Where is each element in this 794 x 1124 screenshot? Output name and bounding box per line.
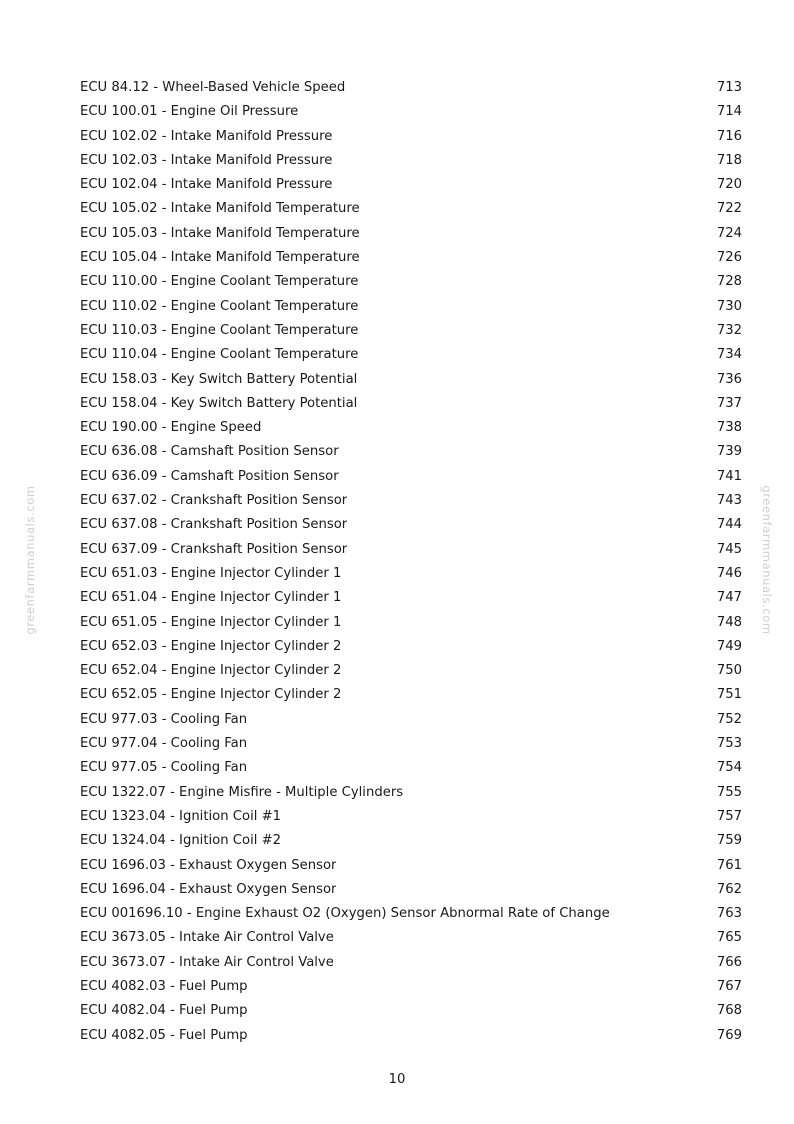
toc-entry[interactable] [80,149,742,173]
toc-entry-page: 714 [716,104,742,120]
toc-entry-page: 753 [716,736,742,752]
toc-entry-title: ECU 158.04 - Key Switch Battery Potential [80,395,358,411]
toc-entry-page: 744 [716,517,742,533]
toc-entry-page: 763 [716,906,742,922]
toc-entry[interactable] [80,683,742,707]
toc-entry-page: 755 [716,784,742,800]
toc-entry-page: 726 [716,250,742,266]
toc-entry-page: 720 [716,177,742,193]
toc-entry-title: ECU 110.04 - Engine Coolant Temperature [80,347,359,363]
toc-entry-title: ECU 652.04 - Engine Injector Cylinder 2 [80,663,342,679]
toc-entry-page: 739 [716,444,742,460]
toc-entry-page: 722 [716,201,742,217]
toc-entry[interactable] [80,878,742,902]
toc-entry-page: 765 [716,930,742,946]
table-of-contents [80,76,742,1048]
toc-entry[interactable] [80,854,742,878]
toc-entry-page: 746 [716,565,742,581]
toc-entry[interactable] [80,732,742,756]
toc-entry[interactable] [80,781,742,805]
toc-entry-page: 724 [716,225,742,241]
toc-entry-title: ECU 977.05 - Cooling Fan [80,760,248,776]
toc-entry-title: ECU 637.09 - Crankshaft Position Sensor [80,541,348,557]
toc-entry-page: 754 [716,760,742,776]
toc-entry-title: ECU 636.08 - Camshaft Position Sensor [80,444,339,460]
toc-entry[interactable] [80,708,742,732]
toc-entry[interactable] [80,319,742,343]
toc-entry[interactable] [80,100,742,124]
toc-entry-title: ECU 001696.10 - Engine Exhaust O2 (Oxygen) Sensor Abnormal Rate of Change [80,906,610,922]
toc-entry[interactable] [80,586,742,610]
page-number: 10 [388,1072,406,1087]
toc-entry[interactable] [80,222,742,246]
toc-entry-title: ECU 977.03 - Cooling Fan [80,711,248,727]
toc-entry-title: ECU 637.02 - Crankshaft Position Sensor [80,493,348,509]
toc-entry[interactable] [80,489,742,513]
toc-entry[interactable] [80,173,742,197]
toc-entry-page: 730 [716,298,742,314]
toc-entry-title: ECU 1323.04 - Ignition Coil #1 [80,808,282,824]
toc-entry[interactable] [80,513,742,537]
toc-entry[interactable] [80,197,742,221]
toc-entry[interactable] [80,538,742,562]
toc-entry-title: ECU 110.03 - Engine Coolant Temperature [80,322,359,338]
toc-entry[interactable] [80,343,742,367]
toc-entry-page: 751 [716,687,742,703]
toc-entry-page: 766 [716,954,742,970]
toc-entry-page: 769 [716,1027,742,1043]
toc-entry-page: 716 [716,128,742,144]
toc-entry-page: 761 [716,857,742,873]
toc-entry-page: 738 [716,420,742,436]
toc-entry[interactable] [80,999,742,1023]
toc-entry[interactable] [80,295,742,319]
toc-entry-page: 752 [716,711,742,727]
toc-entry-title: ECU 105.04 - Intake Manifold Temperature [80,250,360,266]
watermark-right: greenfarmmanuals.com [760,485,774,635]
toc-entry-page: 748 [716,614,742,630]
toc-entry-page: 762 [716,881,742,897]
toc-entry-title: ECU 1324.04 - Ignition Coil #2 [80,833,282,849]
toc-entry-title: ECU 652.03 - Engine Injector Cylinder 2 [80,638,342,654]
toc-entry-title: ECU 105.03 - Intake Manifold Temperature [80,225,360,241]
toc-entry[interactable] [80,611,742,635]
toc-entry-title: ECU 158.03 - Key Switch Battery Potential [80,371,358,387]
toc-entry-title: ECU 977.04 - Cooling Fan [80,736,248,752]
toc-entry[interactable] [80,829,742,853]
toc-entry[interactable] [80,1024,742,1048]
toc-entry[interactable] [80,805,742,829]
toc-entry[interactable] [80,926,742,950]
toc-entry-page: 750 [716,663,742,679]
toc-entry-page: 749 [716,638,742,654]
toc-entry[interactable] [80,975,742,999]
toc-entry-title: ECU 190.00 - Engine Speed [80,420,262,436]
toc-entry-page: 741 [716,468,742,484]
toc-entry-page: 768 [716,1003,742,1019]
toc-entry-title: ECU 110.00 - Engine Coolant Temperature [80,274,359,290]
toc-entry-title: ECU 636.09 - Camshaft Position Sensor [80,468,339,484]
toc-entry-page: 736 [716,371,742,387]
toc-entry-page: 743 [716,493,742,509]
toc-entry-page: 745 [716,541,742,557]
toc-entry-title: ECU 105.02 - Intake Manifold Temperature [80,201,360,217]
toc-entry[interactable] [80,562,742,586]
toc-entry-title: ECU 110.02 - Engine Coolant Temperature [80,298,359,314]
toc-entry-title: ECU 4082.04 - Fuel Pump [80,1003,248,1019]
toc-entry-page: 734 [716,347,742,363]
toc-entry-title: ECU 100.01 - Engine Oil Pressure [80,104,299,120]
toc-entry-page: 737 [716,395,742,411]
toc-entry[interactable] [80,76,742,100]
toc-entry-page: 757 [716,808,742,824]
toc-entry-title: ECU 4082.03 - Fuel Pump [80,978,248,994]
toc-entry-page: 759 [716,833,742,849]
toc-entry[interactable] [80,416,742,440]
toc-entry[interactable] [80,392,742,416]
toc-entry[interactable] [80,635,742,659]
toc-entry[interactable] [80,465,742,489]
toc-entry-title: ECU 84.12 - Wheel-Based Vehicle Speed [80,80,346,95]
toc-entry-title: ECU 651.03 - Engine Injector Cylinder 1 [80,565,342,581]
toc-entry-title: ECU 4082.05 - Fuel Pump [80,1027,248,1043]
toc-entry-title: ECU 3673.05 - Intake Air Control Valve [80,930,334,946]
toc-entry[interactable] [80,756,742,780]
toc-entry-title: ECU 651.05 - Engine Injector Cylinder 1 [80,614,342,630]
toc-entry-page: 713 [716,80,742,95]
toc-entry[interactable] [80,125,742,149]
toc-entry-title: ECU 102.03 - Intake Manifold Pressure [80,152,333,168]
toc-entry-page: 728 [716,274,742,290]
toc-entry-title: ECU 1696.03 - Exhaust Oxygen Sensor [80,857,337,873]
toc-entry-title: ECU 1322.07 - Engine Misfire - Multiple Cylinders [80,784,404,800]
toc-entry-page: 732 [716,322,742,338]
toc-entry[interactable] [80,368,742,392]
toc-entry[interactable] [80,440,742,464]
toc-entry-title: ECU 637.08 - Crankshaft Position Sensor [80,517,348,533]
toc-entry-title: ECU 102.04 - Intake Manifold Pressure [80,177,333,193]
toc-entry-title: ECU 652.05 - Engine Injector Cylinder 2 [80,687,342,703]
toc-entry[interactable] [80,902,742,926]
toc-entry-title: ECU 3673.07 - Intake Air Control Valve [80,954,334,970]
toc-entry-page: 767 [716,978,742,994]
toc-entry[interactable] [80,951,742,975]
toc-entry-title: ECU 1696.04 - Exhaust Oxygen Sensor [80,881,337,897]
toc-entry-page: 718 [716,152,742,168]
toc-entry[interactable] [80,659,742,683]
toc-entry-title: ECU 651.04 - Engine Injector Cylinder 1 [80,590,342,606]
toc-entry-page: 747 [716,590,742,606]
toc-entry-title: ECU 102.02 - Intake Manifold Pressure [80,128,333,144]
toc-entry[interactable] [80,270,742,294]
watermark-left: greenfarmmanuals.com [23,485,37,635]
toc-entry[interactable] [80,246,742,270]
